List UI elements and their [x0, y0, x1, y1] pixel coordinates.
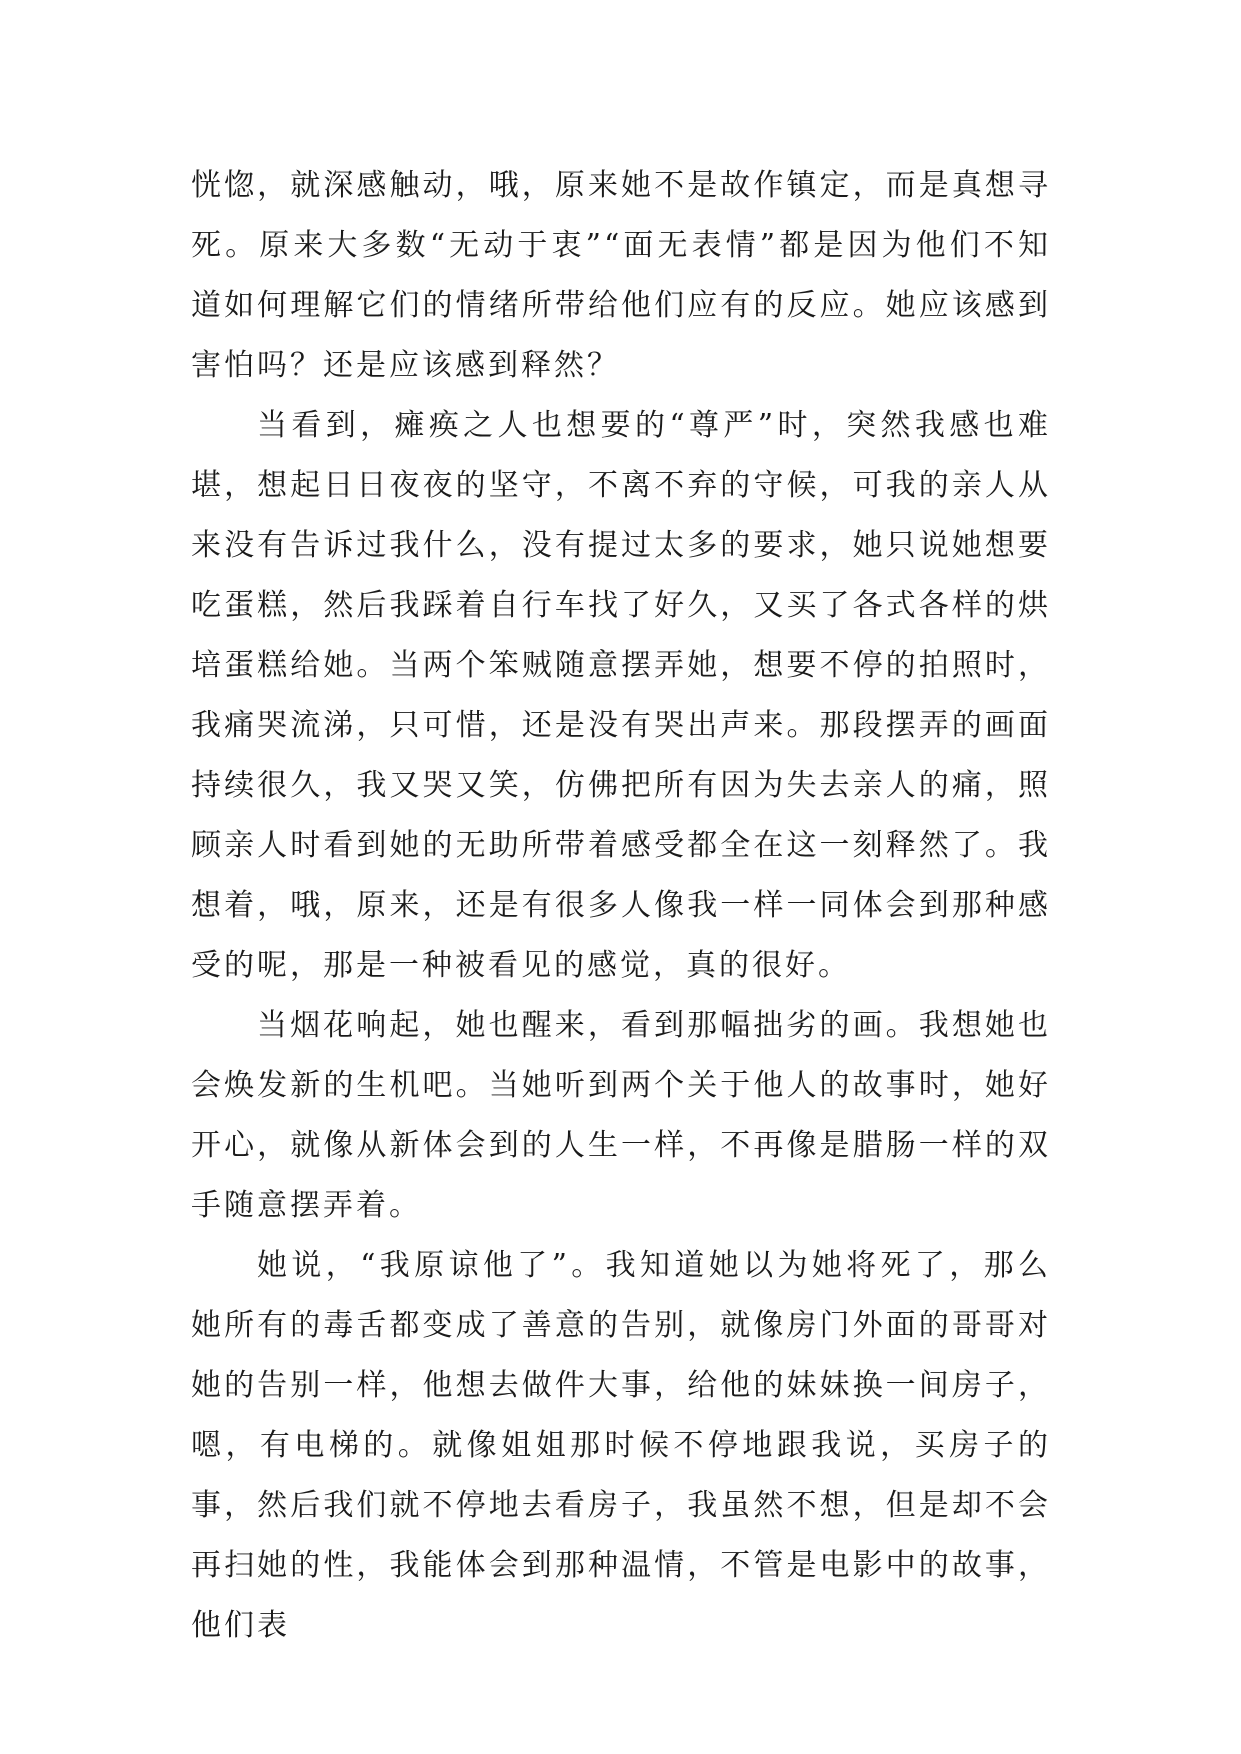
paragraph-4: 她说，“我原谅他了”。我知道她以为她将死了，那么她所有的毒舌都变成了善意的告别，就像房门外面的哥哥对她的告别一样，他想去做件大事，给他的妹妹换一间房子，嗯，有电梯的。就像姐姐那时候不停地跟我说，买房子的事，然后我们就不停地去看房子，我虽然不想，但是却不会再扫她的性，我能体会到那种温情，不管是电影中的故事，他们表 [191, 1248, 1051, 1643]
paragraph-3: 当烟花响起，她也醒来，看到那幅拙劣的画。我想她也会焕发新的生机吧。当她听到两个关于他人的故事时，她好开心，就像从新体会到的人生一样，不再像是腊肠一样的双手随意摆弄着。 [191, 1008, 1051, 1223]
body-text [191, 156, 1051, 1656]
paragraph-1: 恍惚，就深感触动，哦，原来她不是故作镇定，而是真想寻死。原来大多数“无动于衷”“面无表情”都是因为他们不知道如何理解它们的情绪所带给他们应有的反应。她应该感到害怕吗？还是应该感到释然？ [191, 168, 1051, 383]
paragraph-2: 当看到，瘫痪之人也想要的“尊严”时，突然我感也难堪，想起日日夜夜的坚守，不离不弃的守候，可我的亲人从来没有告诉过我什么，没有提过太多的要求，她只说她想要吃蛋糕，然后我踩着自行车找了好久，又买了各式各样的烘培蛋糕给她。当两个笨贼随意摆弄她，想要不停的拍照时，我痛哭流涕，只可惜，还是没有哭出声来。那段摆弄的画面持续很久，我又哭又笑，仿佛把所有因为失去亲人的痛，照顾亲人时看到她的无助所带着感受都全在这一刻释然了。我想着，哦，原来，还是有很多人像我一样一同体会到那种感受的呢，那是一种被看见的感觉，真的很好。 [191, 408, 1051, 983]
